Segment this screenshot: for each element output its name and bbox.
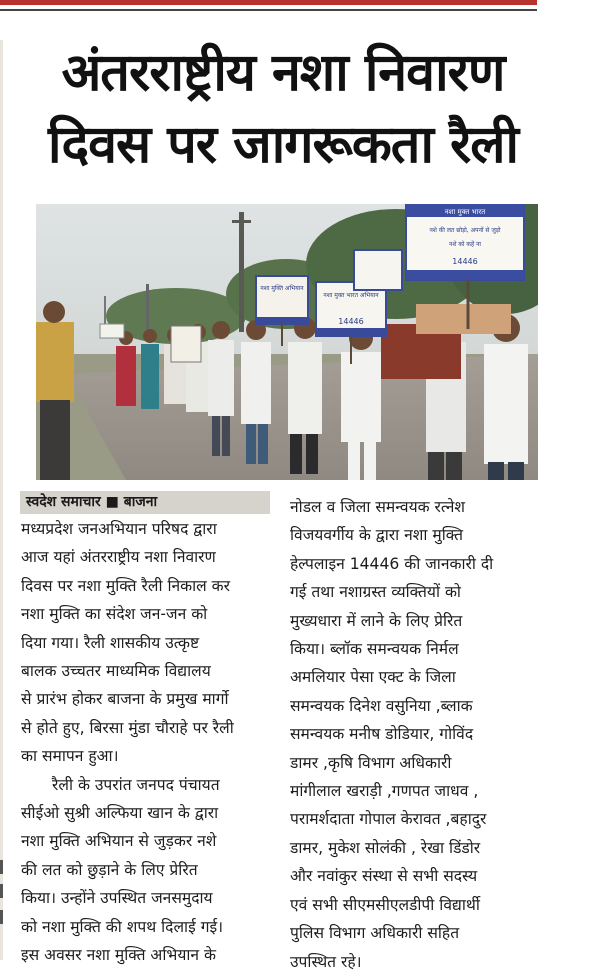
byline: स्वदेश समाचार ■ बाजना (20, 491, 270, 514)
text-line: इस अवसर नशा मुक्ति अभियान के (21, 946, 217, 965)
text-line: मुख्यधारा में लाने के लिए प्रेरित (290, 611, 463, 630)
text-line: की लत को छुड़ाने के लिए प्रेरित (21, 860, 198, 879)
text-line: डामर ,कृषि विभाग अधिकारी (290, 753, 452, 772)
top-placard-line-3: नशे को कहें ना (449, 241, 481, 248)
text-line: बालक उच्चतर माध्यमिक विद्यालय (21, 662, 211, 681)
rally-photo-illustration (36, 204, 538, 480)
text-line: परामर्शदाता गोपाल केरावत ,बहादुर (290, 810, 487, 829)
placard-text-3: 14446 (338, 317, 364, 326)
text-line: समन्वयक मनीष डोडियार, गोविंद (290, 725, 474, 744)
text-line: और नवांकुर संस्था से सभी सदस्य (290, 867, 478, 886)
text-line: से प्रारंभ होकर बाजना के प्रमुख मार्गो (21, 690, 229, 709)
article-column-right (290, 493, 540, 976)
header-rule-red (0, 0, 537, 5)
text-line: दिवस पर नशा मुक्ति रैली निकाल कर (21, 576, 231, 595)
text-line: डामर, मुकेश सोलंकी , रेखा डिंडोर (290, 838, 481, 857)
article-column-left (21, 515, 275, 970)
headline-line-1: अंतरराष्ट्रीय नशा निवारण (61, 43, 505, 103)
text-line: नशा मुक्ति अभियान से जुड़कर नशे (21, 832, 217, 851)
text-line: से होते हुए, बिरसा मुंडा चौराहे पर रैली (21, 718, 234, 737)
text-line: विजयवर्गीय के द्वारा नशा मुक्ति (290, 526, 463, 545)
text-line: पुलिस विभाग अधिकारी सहित (290, 924, 460, 943)
text-line: सीईओ सुश्री अल्फिया खान के द्वारा (21, 804, 219, 823)
text-line: को नशा मुक्ति की शपथ दिलाई गई। (21, 917, 224, 936)
text-line: नोडल व जिला समन्वयक रत्नेश (290, 498, 465, 516)
placard-text-1: नशा मुक्ति अभियान (260, 285, 304, 292)
top-placard-line-2: नशे की लत छोड़ो, अपनों से जुड़ो (429, 227, 501, 234)
text-line: मध्यप्रदेश जनअभियान परिषद द्वारा (21, 520, 217, 538)
text-line: समन्वयक दिनेश वसुनिया ,ब्लाक (290, 696, 473, 715)
text-line: अमलियार पेसा एक्ट के जिला (290, 668, 456, 687)
adjacent-column-mark (0, 910, 3, 924)
placard-text-2: नशा मुक्त भारत अभियान (323, 292, 379, 299)
text-line: नशा मुक्ति का संदेश जन-जन को (21, 605, 208, 624)
adjacent-column-mark (0, 884, 3, 898)
text-line: किया। ब्लॉक समन्वयक निर्मल (290, 640, 459, 659)
adjacent-column-mark (0, 860, 3, 874)
headline-line-2: दिवस पर जागरूकता रैली (47, 115, 519, 175)
text-line: किया। उन्होंने उपस्थित जनसमुदाय (21, 889, 213, 908)
text-line: रैली के उपरांत जनपद पंचायत (52, 775, 220, 794)
top-placard-line-4: 14446 (452, 257, 478, 266)
header-rule-dark (0, 9, 537, 11)
text-line: एवं सभी सीएमसीएलडीपी विद्यार्थी (290, 895, 480, 914)
text-line: उपस्थित रहे। (290, 952, 362, 971)
text-line: गई तथा नशाग्रस्त व्यक्तियों को (290, 583, 461, 602)
text-line: का समापन हुआ। (21, 747, 119, 766)
text-line: हेल्पलाइन 14446 की जानकारी दी (290, 554, 494, 573)
rally-photo (36, 204, 538, 480)
text-line: दिया गया। रैली शासकीय उत्कृष्ट (21, 633, 200, 652)
text-line: आज यहां अंतरराष्ट्रीय नशा निवारण (21, 548, 216, 567)
text-line: मांगीलाल खराड़ी ,गणपत जाधव , (290, 782, 479, 801)
page-gutter (0, 40, 3, 960)
top-placard-line-1: नशा मुक्त भारत (444, 208, 486, 216)
